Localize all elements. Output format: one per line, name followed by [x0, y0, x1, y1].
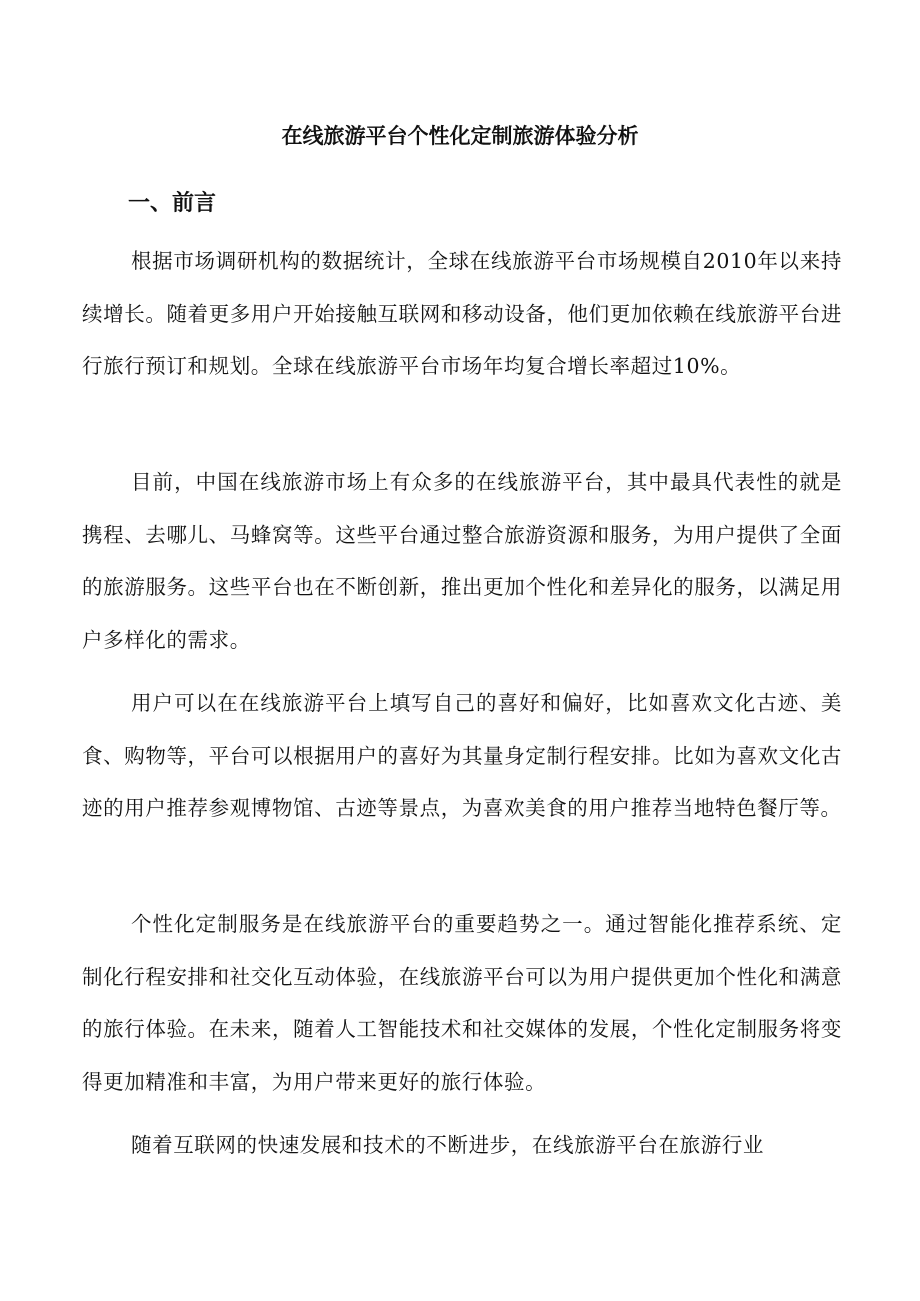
section-heading: 一、前言 — [128, 191, 217, 216]
paragraph-1: 根据市场调研机构的数据统计，全球在线旅游平台市场规模自2010年以来持续增长。随着更多用户开始接触互联网和移动设备，他们更加依赖在线旅游平台进行旅行预订和规划。全球在线旅游平台市场年均复合增长率超过10%。 — [82, 249, 842, 378]
paragraph-4: 个性化定制服务是在线旅游平台的重要趋势之一。通过智能化推荐系统、定制化行程安排和社交化互动体验，在线旅游平台可以为用户提供更加个性化和满意的旅行体验。在未来，随着人工智能技术和社交媒体的发展，个性化定制服务将变得更加精准和丰富，为用户带来更好的旅行体验。 — [82, 912, 842, 1094]
paragraph-2: 目前，中国在线旅游市场上有众多的在线旅游平台，其中最具代表性的就是携程、去哪儿、马蜂窝等。这些平台通过整合旅游资源和服务，为用户提供了全面的旅游服务。这些平台也在不断创新，推出更加个性化和差异化的服务，以满足用户多样化的需求。 — [82, 470, 842, 652]
document-title: 在线旅游平台个性化定制旅游体验分析 — [281, 124, 639, 148]
paragraph-5: 随着互联网的快速发展和技术的不断进步，在线旅游平台在旅游行业 — [131, 1133, 764, 1157]
paragraph-3: 用户可以在在线旅游平台上填写自己的喜好和偏好，比如喜欢文化古迹、美食、购物等，平台可以根据用户的喜好为其量身定制行程安排。比如为喜欢文化古迹的用户推荐参观博物馆、古迹等景点，为喜欢美食的用户推荐当地特色餐厅等。 — [82, 691, 842, 820]
